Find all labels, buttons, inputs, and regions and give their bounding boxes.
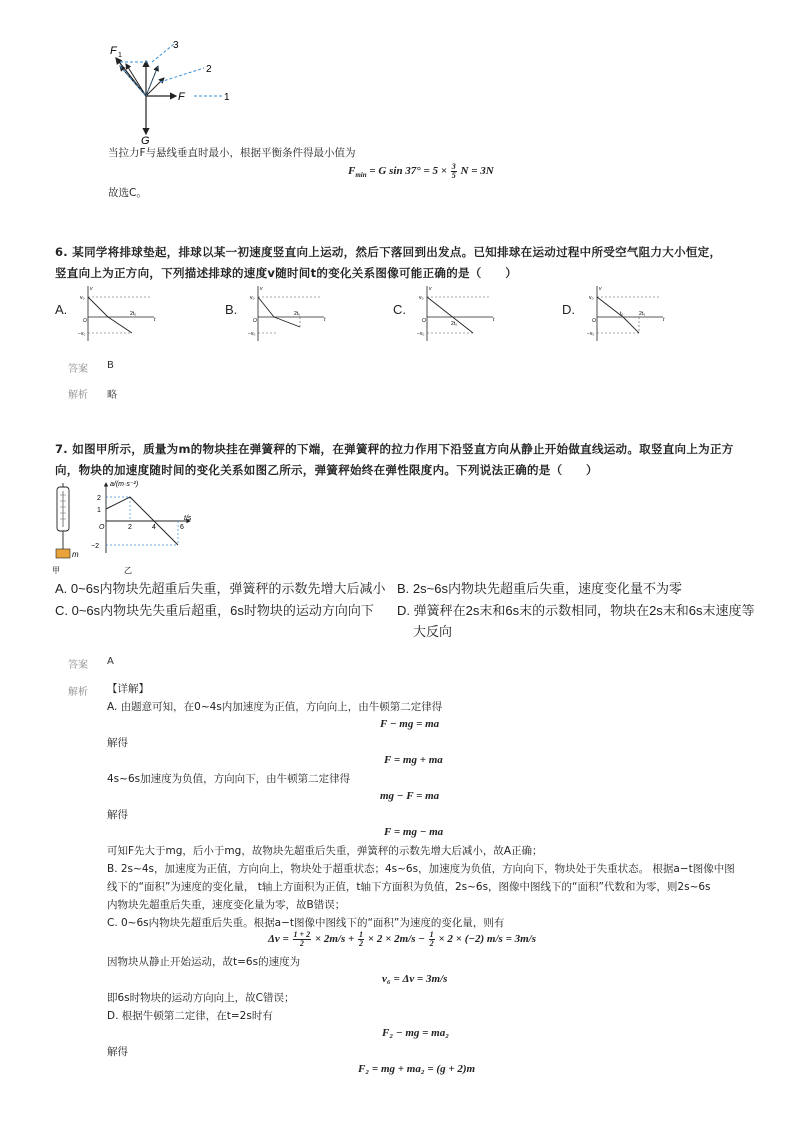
q7-answer-label: 答案 [68,660,88,671]
svg-text:O: O [253,318,257,324]
q7-jiede-2: 解得 [107,809,128,821]
q7-detail-heading: 【详解】 [107,683,149,695]
svg-text:t: t [493,317,495,323]
q7-analysis-label: 解析 [68,687,88,698]
q6-stem-line2: 竖直向上为正方向，下列描述排球的速度v随时间t的变化关系图像可能正确的是（ ） [55,266,517,280]
q7-jiede-3: 解得 [107,1046,128,1058]
svg-text:v: v [260,286,263,292]
svg-text:1: 1 [118,52,122,59]
label-3: 3 [173,40,179,51]
q7-analysis-c1: C. 0~6s内物块先超重后失重。根据a−t图像中图线下的“面积”为速度的变化量，则有 [107,917,505,929]
svg-text:t: t [154,317,156,323]
q6-answer-label: 答案 [68,364,88,375]
label-f1: F [110,45,117,57]
axis-label-a: a/(m·s⁻²) [110,481,139,488]
svg-text:v: v [90,286,93,292]
svg-text:v₀: v₀ [80,295,85,301]
q7-acceleration-chart [88,477,208,579]
q7-stem-line1: 7. 如图甲所示，质量为m的物块挂在弹簧秤的下端，在弹簧秤的拉力作用下沿竖直方向从静止开始做直线运动。取竖直向上为正方 [55,442,734,456]
prev-solution-formula: $F_{min} = G$ sin 37° = 5 × $\frac{3}{5}$ N = 3N [348,162,494,180]
svg-text:O: O [422,318,426,324]
q7-eq6: v₆ = Δv = 3m/s [382,973,448,985]
q6-option-d[interactable]: D. [562,302,575,317]
q7-analysis-b2: 线下的“面积”为速度的变化量， t轴上方面积为正值，t轴下方面积为负值，2s~6s，图像中图线下的“面积”代数和为零，则2s~6s [107,881,711,893]
svg-text:v: v [429,286,432,292]
q7-analysis-c3: 即6s时物块的运动方向向上，故C错误； [107,992,295,1004]
q7-eq5: Δv = $\frac{1 + 2}{2}$ × 2m/s + $\frac{1}{2}$ × 2 × 2m/s − $\frac{1}{2}$ × 2 × (−2) m/s = 3m/s [268,930,536,948]
svg-text:2t₀: 2t₀ [130,311,137,317]
q7-jiede-1: 解得 [107,737,128,749]
q7-eq4: F = mg − ma [384,826,444,838]
q6-option-c[interactable]: C. [393,302,406,317]
q7-analysis-b1: B. 2s~4s，加速度为正值，方向向上，物块处于超重状态；4s~6s，加速度为负值，方向向下，物块处于失重状态。 根据a−t图像中图 [107,863,735,875]
label-yi: 乙 [124,566,132,575]
svg-text:−v₀: −v₀ [587,331,595,337]
svg-text:2t₀: 2t₀ [451,321,458,327]
force-diagram [100,36,250,146]
tick-y-1: 1 [97,507,101,514]
svg-text:t: t [324,317,326,323]
q7-eq3: mg − F = ma [380,790,440,802]
q7-eq2: F = mg + ma [384,754,443,766]
tick-x-2: 2 [128,524,132,531]
svg-text:O: O [592,318,596,324]
q7-analysis-a1: A. 由题意可知，在0~4s内加速度为正值，方向向上，由牛顿第二定律得 [107,701,443,713]
prev-solution-line: 当拉力F与悬线垂直时最小，根据平衡条件得最小值为 [108,147,356,159]
q7-analysis-c2: 因物块从静止开始运动，故t=6s的速度为 [107,956,301,968]
tick-x-6: 6 [180,524,184,531]
q7-eq8: F₂ = mg + ma₂ = (g + 2)m [358,1063,476,1075]
svg-text:2t₀: 2t₀ [294,311,301,317]
q6-option-b[interactable]: B. [225,302,238,317]
svg-text:v₀: v₀ [250,295,255,301]
q7-eq7: F₂ − mg = ma₂ [382,1027,450,1039]
label-1: 1 [224,92,230,103]
svg-text:−v₀: −v₀ [417,331,425,337]
q7-option-b[interactable]: B. 2s~6s内物块先超重后失重，速度变化量不为零 [397,581,682,596]
q7-analysis-b3: 内物块先超重后失重，速度变化量为零，故B错误； [107,899,346,911]
svg-text:O: O [83,318,87,324]
svg-text:m: m [72,550,79,559]
q6-graph-d [587,283,667,347]
spring-scale-figure [50,483,90,579]
q7-answer: A [107,656,114,667]
q7-eq1: F − mg = ma [380,718,440,730]
svg-text:t₀: t₀ [620,311,624,317]
prev-solution-conclusion: 故选C。 [108,187,147,199]
q7-stem-line2: 向，物块的加速度随时间的变化关系如图乙所示，弹簧秤始终在弹性限度内。下列说法正确的是（ ） [55,463,598,477]
tick-y-2: 2 [97,495,101,502]
label-2: 2 [206,64,212,75]
q6-graph-c [417,283,497,347]
q6-graph-b [248,283,328,347]
svg-text:−v₀: −v₀ [248,331,256,337]
q6-answer: B [107,360,114,371]
svg-text:v₀: v₀ [589,295,594,301]
q7-option-a[interactable]: A. 0~6s内物块先超重后失重，弹簧秤的示数先增大后减小 [55,581,386,596]
label-g: G [141,135,150,146]
q7-analysis-a3: 可知F先大于mg，后小于mg，故物块先超重后失重，弹簧秤的示数先增大后减小，故A正确； [107,845,543,857]
q7-analysis-d1: D. 根据牛顿第二定律，在t=2s时有 [107,1010,273,1022]
svg-text:v: v [599,286,602,292]
q7-option-d-cont: 大反向 [413,624,453,639]
q6-stem-line1: 6. 某同学将排球垫起，排球以某一初速度竖直向上运动，然后下落回到出发点。已知排球在运动过程中所受空气阻力大小恒定， [55,245,722,259]
q7-option-d[interactable]: D. 弹簧秤在2s末和6s末的示数相同，物块在2s末和6s末速度等 [397,603,755,618]
svg-text:v₀: v₀ [419,295,424,301]
q6-analysis: 略 [107,390,117,401]
svg-text:2t₀: 2t₀ [639,311,646,317]
tick-x-4: 4 [152,524,156,531]
svg-text:−v₀: −v₀ [78,331,86,337]
tick-y-neg2: −2 [91,543,99,550]
label-f: F [178,91,185,103]
q7-analysis-a2: 4s~6s加速度为负值，方向向下，由牛顿第二定律得 [107,773,351,785]
origin-label: O [99,524,105,531]
svg-text:甲: 甲 [52,566,60,575]
q6-option-a[interactable]: A. [55,302,68,317]
q6-graph-a [78,283,158,347]
mass-block [56,549,70,558]
q6-analysis-label: 解析 [68,390,88,401]
q7-option-c[interactable]: C. 0~6s内物块先失重后超重，6s时物块的运动方向向下 [55,603,374,618]
axis-label-t: t/s [184,515,192,522]
svg-text:t: t [663,317,665,323]
